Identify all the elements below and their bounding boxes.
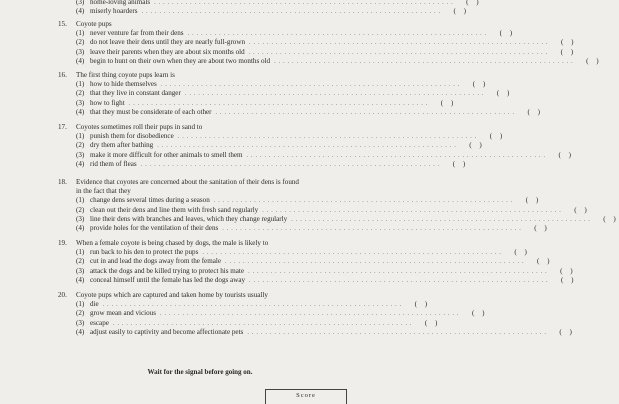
option-text: how to fight — [90, 98, 125, 107]
answer-parentheses[interactable]: ( ) — [534, 223, 550, 232]
leader-dots: ................................................................... — [202, 250, 504, 257]
answer-parentheses[interactable]: ( ) — [499, 29, 516, 38]
option — [58, 214, 619, 224]
option — [58, 205, 590, 215]
option-text: line their dens with branches and leaves, which they change regularly — [90, 214, 288, 223]
option — [58, 29, 516, 38]
answer-parentheses[interactable]: ( ) — [496, 89, 513, 98]
option — [58, 132, 506, 141]
option — [58, 309, 488, 318]
option — [58, 196, 542, 205]
score-label: Score — [296, 392, 316, 399]
question-17 — [58, 123, 575, 169]
question-text: When a female coyote is being chased by dogs, the male is likely to — [76, 239, 269, 247]
option-text: attack the dogs and be killed trying to protect his mate — [90, 266, 245, 275]
option-text: begin to hunt on their own when they are about two months old — [90, 56, 271, 65]
option-number: (2) — [76, 141, 85, 150]
answer-parentheses[interactable]: ( ) — [452, 159, 469, 168]
leader-dots: ................................................................... — [247, 329, 549, 336]
leader-dots: ................................................................... — [248, 49, 551, 56]
question-number: 19. — [58, 239, 67, 247]
option-number: (4) — [76, 275, 85, 284]
answer-parentheses[interactable]: ( ) — [466, 0, 482, 6]
option-number: (3) — [76, 98, 85, 107]
option — [58, 7, 469, 16]
answer-parentheses[interactable]: ( ) — [453, 7, 469, 16]
question-stem — [58, 71, 378, 80]
option-number: (1) — [76, 29, 85, 38]
option — [58, 141, 485, 150]
option — [58, 89, 513, 98]
leader-dots: ................................................................... — [157, 143, 459, 150]
question-14-tail — [58, 0, 482, 16]
option-number: (3) — [76, 214, 85, 223]
question-stem — [58, 239, 378, 248]
option-number: (1) — [76, 196, 85, 205]
answer-parentheses[interactable]: ( ) — [472, 309, 488, 318]
option — [58, 38, 577, 47]
option-text: adjust easily to captivity and become affectionate pets — [90, 327, 244, 336]
option — [58, 318, 441, 328]
option-number: (2) — [76, 257, 85, 266]
option-number: (3) — [76, 266, 85, 275]
option-number: (3) — [76, 0, 85, 6]
leader-dots: ................................................................... — [225, 259, 527, 266]
option — [58, 80, 489, 89]
option-number: (1) — [76, 80, 85, 89]
leader-dots: ................................................................... — [140, 161, 443, 168]
option — [58, 223, 550, 233]
option — [58, 257, 553, 266]
leader-dots: ................................................................... — [215, 109, 518, 116]
option-number: (2) — [76, 38, 85, 47]
answer-parentheses[interactable]: ( ) — [560, 47, 577, 56]
answer-parentheses[interactable]: ( ) — [472, 80, 489, 89]
answer-parentheses[interactable]: ( ) — [424, 318, 441, 327]
question-19 — [58, 239, 577, 285]
question-stem — [58, 291, 378, 300]
question-15 — [58, 20, 602, 66]
option-text: escape — [90, 318, 109, 327]
option-text: leave their parents when they are about six months old — [90, 47, 245, 56]
answer-parentheses[interactable]: ( ) — [560, 266, 576, 275]
question-18 — [58, 178, 619, 233]
option-text: grow mean and vicious — [90, 309, 156, 318]
answer-parentheses[interactable]: ( ) — [561, 275, 577, 284]
answer-parentheses[interactable]: ( ) — [527, 107, 544, 116]
answer-parentheses[interactable]: ( ) — [414, 300, 431, 309]
leader-dots: ................................................................... — [262, 207, 564, 214]
option-number: (1) — [76, 300, 85, 309]
option-number: (3) — [76, 47, 85, 56]
leader-dots: ................................................................... — [213, 198, 516, 205]
question-20 — [58, 291, 575, 337]
option-number: (1) — [76, 132, 85, 141]
question-number: 16. — [58, 71, 67, 79]
leader-dots: ................................................................... — [112, 320, 415, 327]
option-text: that they live in constant danger — [90, 89, 181, 98]
option-number: (4) — [76, 107, 85, 116]
option-number: (4) — [76, 56, 85, 65]
answer-parentheses[interactable]: ( ) — [440, 98, 457, 107]
question-text: Coyote pups — [76, 20, 112, 28]
leader-dots: ................................................................... — [187, 31, 490, 38]
question-text: The first thing coyote pups learn is — [76, 71, 175, 79]
leader-dots: ................................................................... — [184, 91, 487, 98]
option — [58, 107, 544, 117]
question-stem — [58, 20, 378, 29]
option — [58, 266, 576, 276]
leader-dots: ................................................................... — [177, 134, 480, 141]
question-number: 15. — [58, 20, 67, 28]
answer-parentheses[interactable]: ( ) — [561, 38, 577, 47]
option — [58, 300, 431, 309]
answer-parentheses[interactable]: ( ) — [514, 248, 530, 257]
question-text-continued: in the fact that they — [76, 187, 131, 196]
answer-parentheses[interactable]: ( ) — [603, 214, 619, 223]
leader-dots: ................................................................... — [102, 302, 405, 309]
leader-dots: ................................................................... — [141, 9, 443, 16]
option — [58, 327, 575, 337]
answer-parentheses[interactable]: ( ) — [489, 132, 506, 141]
option — [58, 248, 530, 257]
option — [58, 0, 482, 7]
option-number: (4) — [76, 223, 85, 232]
question-number: 18. — [58, 178, 67, 186]
score-box[interactable] — [265, 389, 347, 404]
answer-parentheses[interactable]: ( ) — [559, 327, 575, 336]
leader-dots: ................................................................... — [249, 277, 551, 284]
option-number: (3) — [76, 318, 85, 327]
option-number: (4) — [76, 7, 85, 16]
option-text: punish them for disobedience — [90, 132, 174, 141]
leader-dots: ................................................................... — [246, 152, 549, 159]
answer-parentheses[interactable]: ( ) — [537, 257, 553, 266]
option-text: conceal himself until the female has led the dogs away — [90, 275, 246, 284]
option-text: make it more difficult for other animals to smell them — [90, 150, 243, 159]
option-number: (2) — [76, 89, 85, 98]
question-stem — [58, 178, 378, 187]
option-text: dry them after bathing — [90, 141, 154, 150]
question-stem — [58, 123, 378, 132]
leader-dots: ................................................................... — [128, 100, 431, 107]
answer-parentheses[interactable]: ( ) — [574, 205, 590, 214]
option-number: (3) — [76, 150, 85, 159]
option-text: provide holes for the ventilation of their dens — [90, 223, 219, 232]
answer-parentheses[interactable]: ( ) — [469, 141, 485, 150]
option-number: (1) — [76, 248, 85, 257]
footer-instruction: Wait for the signal before going on. — [147, 368, 253, 376]
option-text: rid them of fleas — [90, 159, 137, 168]
option — [58, 150, 575, 160]
option-text: cut in and lead the dogs away from the female — [90, 257, 221, 266]
answer-parentheses[interactable]: ( ) — [586, 56, 602, 65]
leader-dots: ................................................................... — [248, 268, 550, 275]
leader-dots: ................................................................... — [274, 58, 576, 65]
leader-dots: ................................................................... — [154, 0, 456, 6]
option — [58, 47, 577, 57]
option-text: how to hide themselves — [90, 80, 157, 89]
option-text: do not leave their dens until they are nearly full-grown — [90, 38, 246, 47]
question-16 — [58, 71, 544, 117]
option-text: home-loving animals — [90, 0, 151, 6]
leader-dots: ................................................................... — [291, 216, 593, 223]
question-text: Coyote pups which are captured and taken home by tourists usually — [76, 291, 268, 299]
option — [58, 159, 469, 169]
option — [58, 98, 457, 108]
option-text: that they must be considerate of each other — [90, 107, 212, 116]
option-text: clean out their dens and line them with fresh sand regularly — [90, 205, 259, 214]
option-text: change dens several times during a season — [90, 196, 210, 205]
question-number: 20. — [58, 291, 67, 299]
option — [58, 56, 602, 66]
leader-dots: ................................................................... — [222, 225, 524, 232]
option — [58, 275, 577, 285]
option-text: run back to his den to protect the pups — [90, 248, 199, 257]
option-text: miserly hoarders — [90, 7, 138, 16]
leader-dots: ................................................................... — [160, 82, 463, 89]
leader-dots: ................................................................... — [249, 40, 551, 47]
answer-parentheses[interactable]: ( ) — [558, 150, 575, 159]
option-number: (4) — [76, 327, 85, 336]
option-number: (2) — [76, 309, 85, 318]
question-text: Evidence that coyotes are concerned about the sanitation of their dens is found — [76, 178, 299, 186]
leader-dots: ................................................................... — [160, 311, 462, 318]
option-text: never venture far from their dens — [90, 29, 184, 38]
option-text: die — [90, 300, 99, 309]
option-number: (4) — [76, 159, 85, 168]
question-text: Coyotes sometimes roll their pups in sand to — [76, 123, 203, 131]
option-number: (2) — [76, 205, 85, 214]
question-number: 17. — [58, 123, 67, 131]
answer-parentheses[interactable]: ( ) — [525, 196, 542, 205]
